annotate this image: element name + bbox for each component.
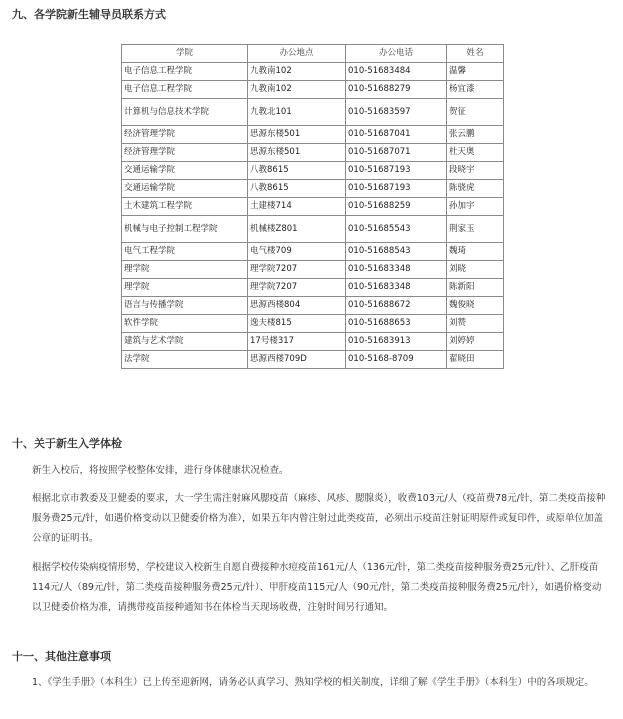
cell-office-phone: 010-51687041 [346, 126, 447, 144]
cell-office-phone: 010-51688543 [346, 243, 447, 261]
header-college: 学院 [122, 45, 248, 63]
counselor-contact-table [121, 44, 504, 369]
cell-office-phone: 010-51687071 [346, 144, 447, 162]
cell-college: 交通运输学院 [122, 180, 248, 198]
cell-office-phone: 010-51685543 [346, 216, 447, 243]
cell-office-location: 九教南102 [248, 63, 346, 81]
paragraph-text: 根据北京市教委及卫健委的要求，大一学生需注射麻风腮疫苗（麻疹、风疹、腮腺炎），收费103元/人（疫苗费78元/针，第二类疫苗接种服务费25元/针，如遇价格变动以卫健委价格为准），如果五年内曾注射过此类疫苗，必须出示疫苗注射证明原件或复印件，或原单位加盖公章的证明书。 [32, 493, 606, 544]
cell-name: 刘赞 [447, 315, 504, 333]
table-row [122, 315, 504, 333]
cell-college: 语言与传播学院 [122, 297, 248, 315]
table-row [122, 216, 504, 243]
cell-office-phone: 010-5168-8709 [346, 351, 447, 369]
section-10-paragraph-3 [12, 558, 610, 618]
cell-office-phone: 010-51683597 [346, 99, 447, 126]
cell-name: 杜天奥 [447, 144, 504, 162]
cell-college: 电子信息工程学院 [122, 81, 248, 99]
section-10-paragraph-2 [12, 489, 610, 549]
cell-office-location: 八教8615 [248, 162, 346, 180]
table-row [122, 99, 504, 126]
cell-college: 经济管理学院 [122, 144, 248, 162]
cell-office-location: 思源东楼501 [248, 144, 346, 162]
section-11-title: 十一、其他注意事项 [12, 650, 111, 663]
cell-name: 魏俊晓 [447, 297, 504, 315]
cell-office-phone: 010-51688672 [346, 297, 447, 315]
cell-office-location: 电气楼709 [248, 243, 346, 261]
cell-office-location: 逸夫楼815 [248, 315, 346, 333]
cell-office-location: 思源西楼804 [248, 297, 346, 315]
section-10-title: 十、关于新生入学体检 [12, 437, 122, 450]
header-office-phone: 办公电话 [346, 45, 447, 63]
cell-name: 孙加宇 [447, 198, 504, 216]
table-row [122, 81, 504, 99]
paragraph-text: 1、《学生手册》（本科生）已上传至迎新网，请务必认真学习、熟知学校的相关制度，详细了解《学生手册》（本科生）中的各项规定。 [32, 677, 594, 688]
cell-office-location: 思源东楼501 [248, 126, 346, 144]
cell-name: 荆家玉 [447, 216, 504, 243]
cell-college: 机械与电子控制工程学院 [122, 216, 248, 243]
cell-college: 理学院 [122, 279, 248, 297]
cell-office-location: 机械楼Z801 [248, 216, 346, 243]
header-name: 姓名 [447, 45, 504, 63]
cell-office-location: 九教南102 [248, 81, 346, 99]
cell-name: 贺征 [447, 99, 504, 126]
cell-college: 交通运输学院 [122, 162, 248, 180]
table-row [122, 351, 504, 369]
cell-office-phone: 010-51688653 [346, 315, 447, 333]
table-row [122, 162, 504, 180]
table-row [122, 279, 504, 297]
section-9-title: 九、各学院新生辅导员联系方式 [12, 8, 166, 21]
cell-office-phone: 010-51683913 [346, 333, 447, 351]
cell-college: 计算机与信息技术学院 [122, 99, 248, 126]
table-row [122, 261, 504, 279]
cell-name: 温馨 [447, 63, 504, 81]
cell-office-phone: 010-51688279 [346, 81, 447, 99]
cell-office-location: 土建楼714 [248, 198, 346, 216]
cell-office-phone: 010-51688259 [346, 198, 447, 216]
cell-office-phone: 010-51687193 [346, 180, 447, 198]
cell-college: 土木建筑工程学院 [122, 198, 248, 216]
table-row [122, 198, 504, 216]
cell-college: 电子信息工程学院 [122, 63, 248, 81]
cell-office-location: 九教北101 [248, 99, 346, 126]
header-office-location: 办公地点 [248, 45, 346, 63]
cell-name: 陈新阳 [447, 279, 504, 297]
cell-office-phone: 010-51683348 [346, 279, 447, 297]
cell-college: 理学院 [122, 261, 248, 279]
cell-office-location: 理学院7207 [248, 279, 346, 297]
cell-college: 法学院 [122, 351, 248, 369]
cell-office-location: 八教8615 [248, 180, 346, 198]
cell-name: 张云鹏 [447, 126, 504, 144]
cell-office-location: 思源西楼709D [248, 351, 346, 369]
table-row [122, 297, 504, 315]
cell-name: 刘婷婷 [447, 333, 504, 351]
section-11-paragraph-1 [12, 673, 610, 693]
cell-name: 翟晓田 [447, 351, 504, 369]
table-row [122, 126, 504, 144]
cell-office-phone: 010-51683484 [346, 63, 447, 81]
paragraph-text: 根据学校传染病疫情形势，学校建议入校新生自愿自费接种水痘疫苗161元/人（136元/针，第二类疫苗接种服务费25元/针）、乙肝疫苗114元/人（89元/针，第二类疫苗接种服务费25元/针）、甲肝疫苗115元/人（90元/针，第二类疫苗接种服务费25元/针），如遇价格变动以卫健委价格为准，请携带疫苗接种通知书在体检当天现场收费，注射时间另行通知。 [32, 562, 602, 613]
cell-college: 电气工程学院 [122, 243, 248, 261]
cell-office-location: 理学院7207 [248, 261, 346, 279]
cell-college: 建筑与艺术学院 [122, 333, 248, 351]
cell-name: 杨宜漆 [447, 81, 504, 99]
paragraph-text: 新生入校后，将按照学校整体安排，进行身体健康状况检查。 [32, 465, 289, 476]
cell-office-phone: 010-51683348 [346, 261, 447, 279]
cell-college: 软件学院 [122, 315, 248, 333]
section-10-paragraph-1 [12, 461, 610, 481]
table-row [122, 333, 504, 351]
cell-office-phone: 010-51687193 [346, 162, 447, 180]
table-row [122, 144, 504, 162]
cell-name: 魏琦 [447, 243, 504, 261]
table-row [122, 243, 504, 261]
table-row [122, 180, 504, 198]
cell-office-location: 17号楼317 [248, 333, 346, 351]
cell-name: 陈骁虎 [447, 180, 504, 198]
table-row [122, 63, 504, 81]
cell-name: 刘晓 [447, 261, 504, 279]
table-header-row [122, 45, 504, 63]
cell-name: 段晓宇 [447, 162, 504, 180]
cell-college: 经济管理学院 [122, 126, 248, 144]
